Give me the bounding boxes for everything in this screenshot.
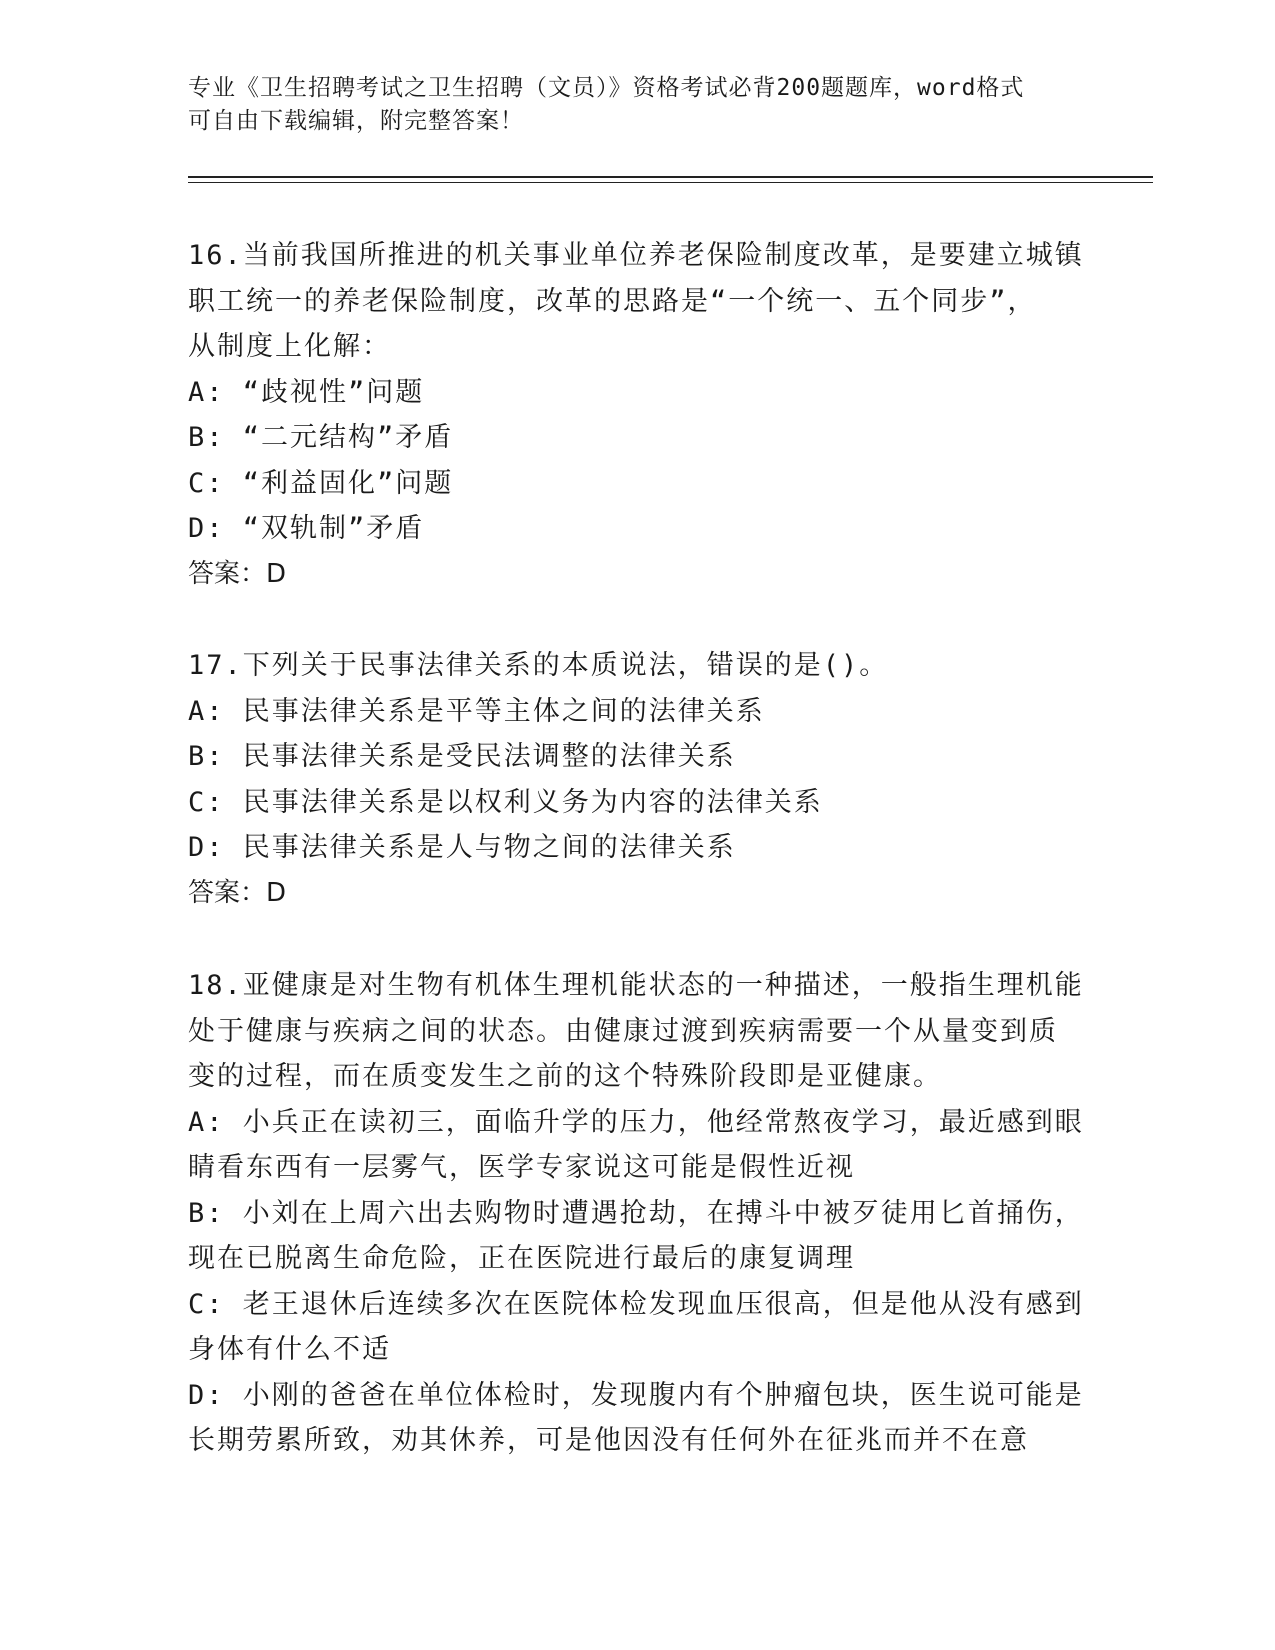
question-stem: 16.当前我国所推进的机关事业单位养老保险制度改革，是要建立城镇 <box>188 240 1084 271</box>
option-a: A: “歧视性”问题 <box>188 376 425 408</box>
option-c: C: 民事法律关系是以权利义务为内容的法律关系 <box>188 786 823 818</box>
option-a: A: 小兵正在读初三，面临升学的压力，他经常熬夜学习，最近感到眼 <box>188 1106 1084 1138</box>
answer: 答案：D <box>188 558 287 589</box>
question-stem: 18.亚健康是对生物有机体生理机能状态的一种描述，一般指生理机能 <box>188 970 1084 1001</box>
header-line: 专业《卫生招聘考试之卫生招聘（文员）》资格考试必背200题题库，word格式 <box>188 75 1025 101</box>
question-stem: 职工统一的养老保险制度，改革的思路是“一个统一、五个同步”， <box>188 285 1037 317</box>
question-17 <box>188 643 1088 916</box>
option-b: B: “二元结构”矛盾 <box>188 422 454 453</box>
option-d: D: 小刚的爸爸在单位体检时，发现腹内有个肿瘤包块，医生说可能是 <box>188 1379 1084 1411</box>
option-d-cont: 长期劳累所致，劝其休养，可是他因没有任何外在征兆而并不在意 <box>188 1425 1029 1456</box>
question-18 <box>188 963 1088 1464</box>
header-divider <box>188 176 1153 178</box>
document-header <box>188 72 1088 138</box>
option-a-cont: 睛看东西有一层雾气，医学专家说这可能是假性近视 <box>188 1152 855 1183</box>
option-c: C: “利益固化”问题 <box>188 467 454 499</box>
question-stem: 17.下列关于民事法律关系的本质说法，错误的是()。 <box>188 650 889 681</box>
option-d: D: 民事法律关系是人与物之间的法律关系 <box>188 832 736 863</box>
question-stem: 处于健康与疾病之间的状态。由健康过渡到疾病需要一个从量变到质 <box>188 1015 1058 1047</box>
option-c-cont: 身体有什么不适 <box>188 1334 391 1365</box>
option-b: B: 小刘在上周六出去购物时遭遇抢劫，在搏斗中被歹徒用匕首捅伤， <box>188 1197 1084 1229</box>
option-a: A: 民事法律关系是平等主体之间的法律关系 <box>188 695 765 727</box>
option-b-cont: 现在已脱离生命危险，正在医院进行最后的康复调理 <box>188 1243 855 1274</box>
answer: 答案：D <box>188 877 287 908</box>
option-c: C: 老王退休后连续多次在医院体检发现血压很高，但是他从没有感到 <box>188 1288 1084 1320</box>
question-stem: 变的过程，而在质变发生之前的这个特殊阶段即是亚健康。 <box>188 1061 942 1092</box>
header-line: 可自由下载编辑，附完整答案！ <box>188 108 524 134</box>
option-b: B: 民事法律关系是受民法调整的法律关系 <box>188 741 736 772</box>
question-stem: 从制度上化解： <box>188 331 391 362</box>
option-d: D: “双轨制”矛盾 <box>188 513 425 544</box>
header-divider-thin <box>188 182 1153 183</box>
question-16 <box>188 233 1088 597</box>
